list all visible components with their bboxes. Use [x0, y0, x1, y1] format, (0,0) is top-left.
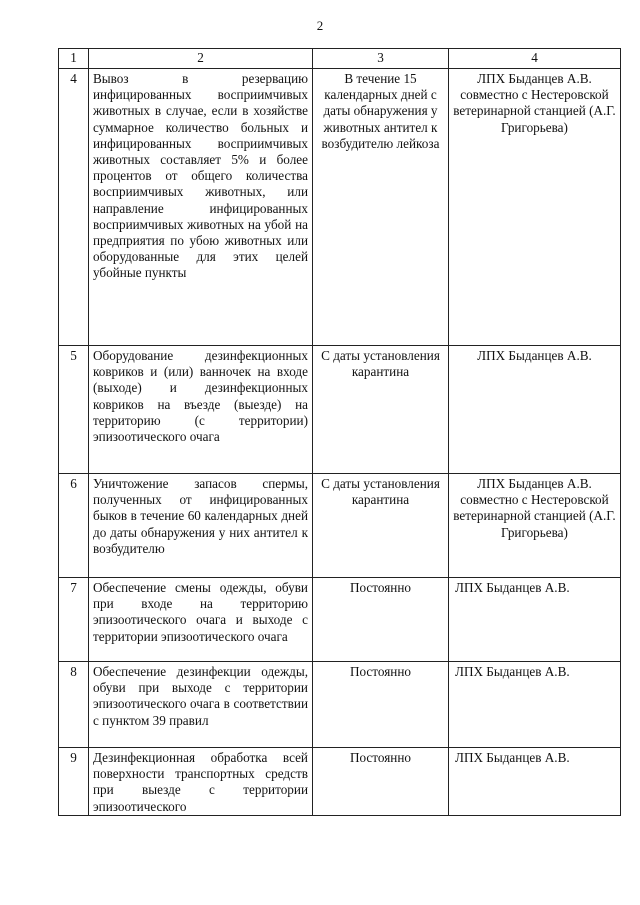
- column-header-responsible: 4: [449, 49, 621, 69]
- table-row: [59, 474, 621, 578]
- measure-term: Постоянно: [313, 748, 449, 816]
- row-number: 8: [59, 662, 89, 748]
- table-row: [59, 346, 621, 474]
- row-number: 7: [59, 578, 89, 662]
- measures-table: [58, 48, 621, 816]
- measure-responsible: ЛПХ Быданцев А.В. совместно с Нестеровской ветеринарной станцией (А.Г. Григорьева): [449, 474, 621, 578]
- table-row: [59, 748, 621, 816]
- measure-description: Уничтожение запасов спермы, полученных от инфицированных быков в течение 60 календарных дней до даты обнаружения у них антител к возбудителю: [89, 474, 313, 578]
- column-header-number: 1: [59, 49, 89, 69]
- measure-responsible: ЛПХ Быданцев А.В.: [449, 578, 621, 662]
- measure-term: Постоянно: [313, 578, 449, 662]
- row-number: 6: [59, 474, 89, 578]
- measure-responsible: ЛПХ Быданцев А.В.: [449, 748, 621, 816]
- page-number: 2: [316, 18, 324, 33]
- measure-term: Постоянно: [313, 662, 449, 748]
- column-header-term: 3: [313, 49, 449, 69]
- measure-responsible: ЛПХ Быданцев А.В.: [449, 346, 621, 474]
- measure-term: С даты установления карантина: [313, 346, 449, 474]
- measure-responsible: ЛПХ Быданцев А.В.: [449, 662, 621, 748]
- measure-responsible: ЛПХ Быданцев А.В. совместно с Нестеровской ветеринарной станцией (А.Г. Григорьева): [449, 69, 621, 346]
- table-row: [59, 662, 621, 748]
- table-header-row: [59, 49, 621, 69]
- row-number: 9: [59, 748, 89, 816]
- measure-term: В течение 15 календарных дней с даты обнаружения у животных антител к возбудителю лейкоза: [313, 69, 449, 346]
- row-number: 5: [59, 346, 89, 474]
- measure-description: Дезинфекционная обработка всей поверхности транспортных средств при выезде с территории эпизоотического: [89, 748, 313, 816]
- table-row: [59, 69, 621, 346]
- row-number: 4: [59, 69, 89, 346]
- measure-description: Вывоз в резервацию инфицированных восприимчивых животных в случае, если в хозяйстве суммарное количество больных и инфицированных восприимчивых животных составляет 5% и более процентов от общего количества восприимчивых животных, или направление инфицированных восприимчивых животных на убой на предприятия по убою животных или оборудованные для этих целей убойные пункты: [89, 69, 313, 346]
- measure-term: С даты установления карантина: [313, 474, 449, 578]
- table-row: [59, 578, 621, 662]
- measure-description: Обеспечение смены одежды, обуви при входе на территорию эпизоотического очага и выходе с территории эпизоотического очага: [89, 578, 313, 662]
- measure-description: Оборудование дезинфекционных ковриков и (или) ванночек на входе (выходе) и дезинфекционных ковриков на въезде (выезде) на территорию (с территории) эпизоотического очага: [89, 346, 313, 474]
- measure-description: Обеспечение дезинфекции одежды, обуви при выходе с территории эпизоотического очага в соответствии с пунктом 39 правил: [89, 662, 313, 748]
- column-header-measure: 2: [89, 49, 313, 69]
